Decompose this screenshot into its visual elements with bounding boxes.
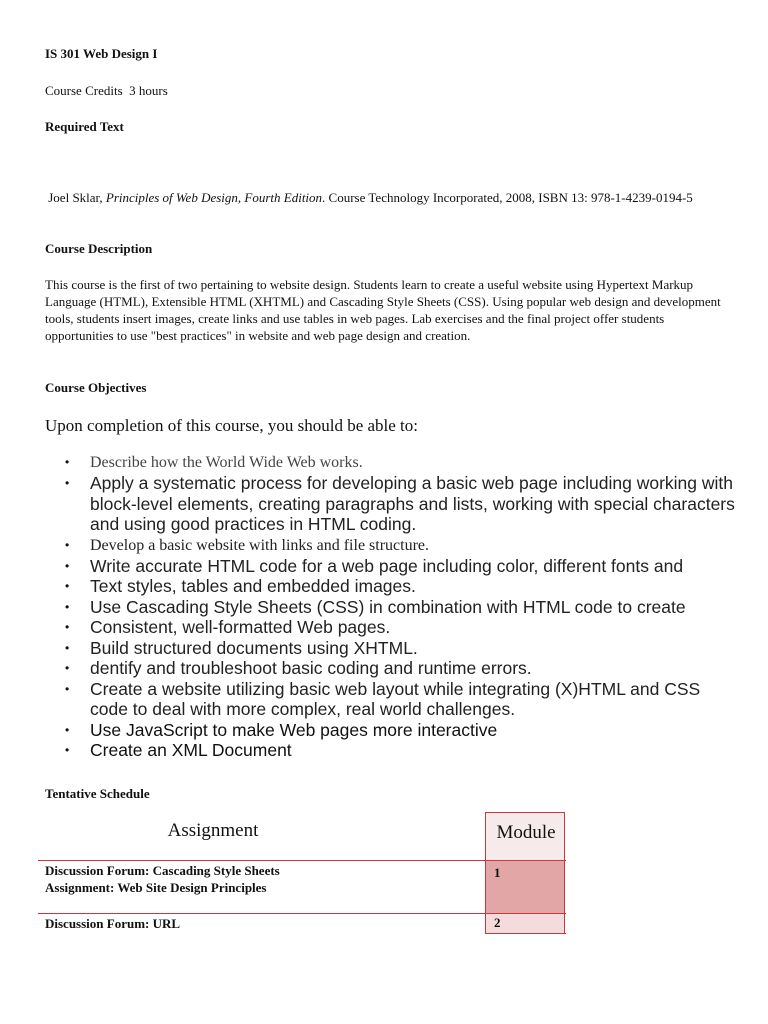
objectives-list [60, 452, 740, 761]
citation-book-title: Principles of Web Design, Fourth Edition [105, 190, 323, 205]
textbook-citation [45, 189, 735, 206]
course-title: IS 301 Web Design I [45, 46, 158, 61]
objective-item: • Write accurate HTML code for a web page including color, different fonts and [60, 556, 740, 577]
schedule-table [38, 812, 566, 934]
table-rule [485, 933, 566, 934]
table-row [45, 862, 280, 896]
course-credits: Course Credits 3 hours [45, 83, 168, 98]
objective-item: • Apply a systematic process for developing a basic web page including working with block-level elements, creating paragraphs and lists, working with special characters and using good practices in HTML coding. [60, 473, 740, 535]
tentative-schedule-heading: Tentative Schedule [45, 786, 150, 801]
objectives-intro: Upon completion of this course, you should be able to: [45, 416, 418, 435]
objective-item: • dentify and troubleshoot basic coding and runtime errors. [60, 658, 740, 679]
column-header-module: Module [496, 822, 556, 843]
objective-item: • Describe how the World Wide Web works. [60, 452, 740, 473]
objective-item: • Create a website utilizing basic web layout while integrating (X)HTML and CSS code to deal with more complex, real world challenges. [60, 679, 740, 720]
objective-item: • Build structured documents using XHTML. [60, 638, 740, 659]
assignment-line: Assignment: Web Site Design Principles [45, 880, 267, 895]
column-header-assignment: Assignment [167, 820, 259, 841]
column-header-module-cell [485, 812, 565, 861]
objective-item: • Use JavaScript to make Web pages more interactive [60, 720, 740, 741]
objective-item: • Use Cascading Style Sheets (CSS) in combination with HTML code to create [60, 597, 740, 618]
module-number: 2 [494, 915, 501, 930]
course-description: This course is the first of two pertaining to website design. Students learn to create a useful website using Hypertext Markup Language (HTML), Extensible HTML (XHTML) and Cascading Style Sheets (CSS). Using popular web design and development tools, students insert images, create links and use tables in web pages. Lab exercises and the final project offer students opportunities to use "best practices" in website and web page design and creation. [45, 277, 721, 343]
required-text-heading: Required Text [45, 119, 124, 134]
module-number: 1 [494, 865, 501, 880]
objective-item: • Consistent, well-formatted Web pages. [60, 617, 740, 638]
objective-item: • Text styles, tables and embedded images. [60, 576, 740, 597]
citation-details: . Course Technology Incorporated, 2008, ISBN 13: 978-1-4239-0194-5 [322, 190, 693, 205]
course-description-heading: Course Description [45, 241, 153, 256]
citation-author: Joel Sklar, [48, 190, 106, 205]
assignment-line: Discussion Forum: Cascading Style Sheets [45, 863, 280, 878]
module-cell [485, 914, 565, 933]
table-row [45, 915, 180, 932]
course-objectives-heading: Course Objectives [45, 380, 147, 395]
objective-item: • Create an XML Document [60, 740, 740, 761]
module-cell [485, 861, 565, 913]
assignment-line: Discussion Forum: URL [45, 916, 181, 931]
objective-item: • Develop a basic website with links and file structure. [60, 535, 740, 556]
